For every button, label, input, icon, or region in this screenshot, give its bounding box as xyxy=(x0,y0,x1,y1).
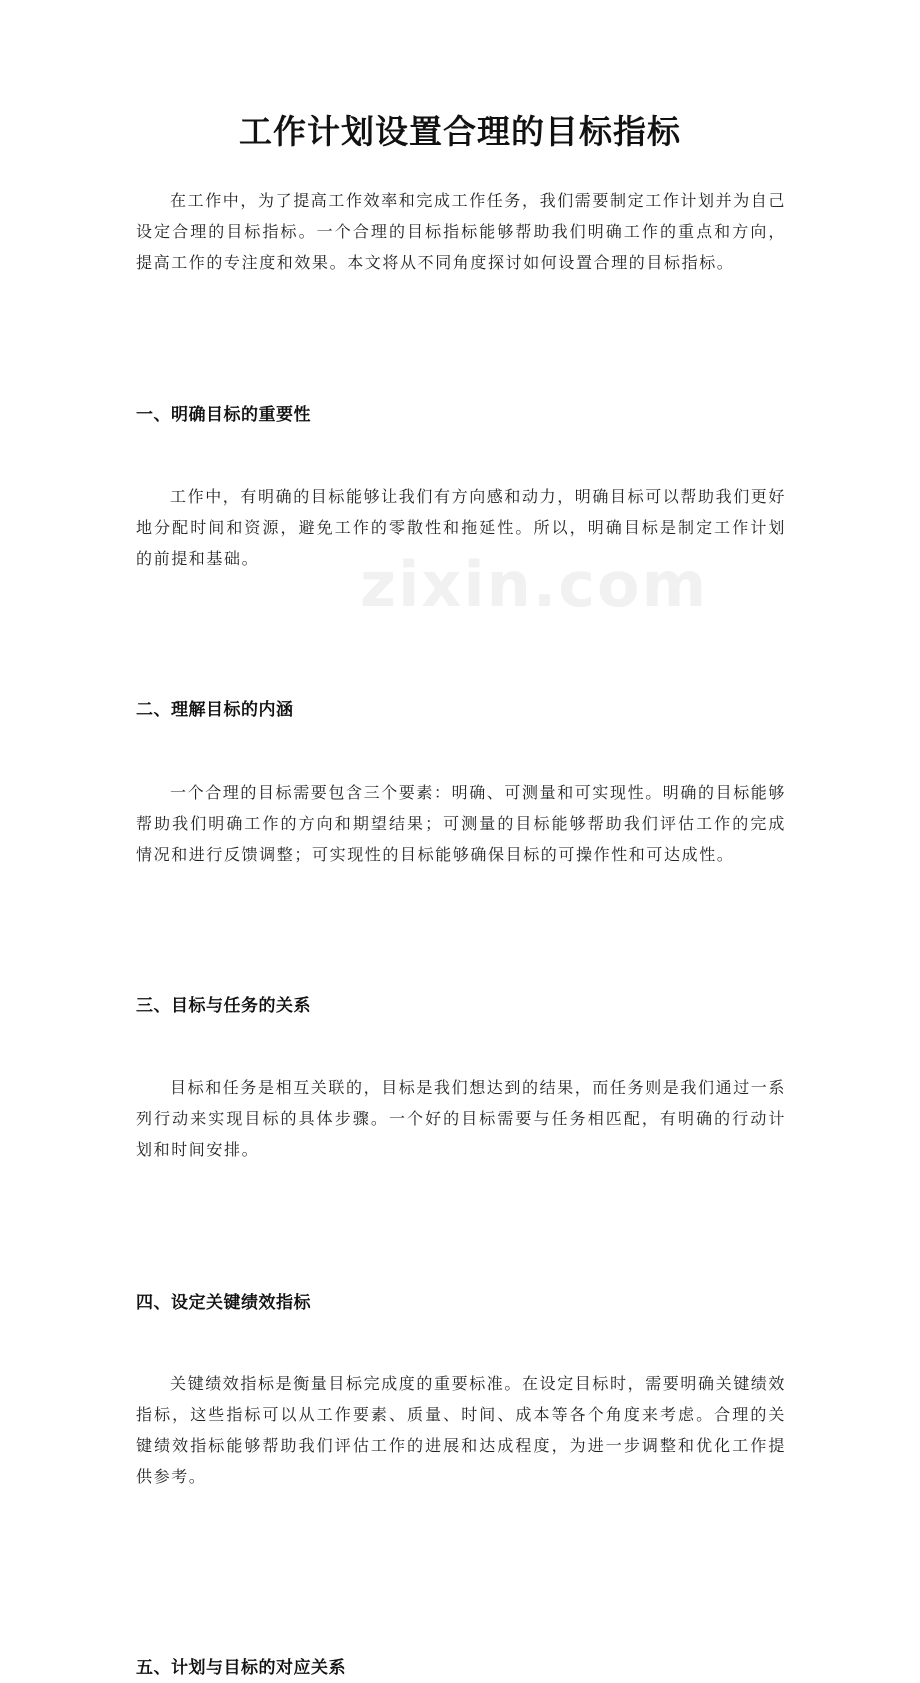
section-paragraph: 目标和任务是相互关联的，目标是我们想达到的结果，而任务则是我们通过一系列行动来实现目标的具体步骤。一个好的目标需要与任务相匹配，有明确的行动计划和时间安排。 xyxy=(136,1078,787,1159)
intro-block xyxy=(136,185,786,278)
section-paragraph: 工作中，有明确的目标能够让我们有方向感和动力，明确目标可以帮助我们更好地分配时间和资源，避免工作的零散性和拖延性。所以，明确目标是制定工作计划的前提和基础。 xyxy=(136,487,787,568)
section-heading: 五、计划与目标的对应关系 xyxy=(136,1658,346,1678)
section-heading: 三、目标与任务的关系 xyxy=(136,996,311,1016)
section-4-body xyxy=(136,1368,786,1492)
section-3-body xyxy=(136,1072,786,1165)
section-3 xyxy=(136,991,786,1021)
intro-paragraph: 在工作中，为了提高工作效率和完成工作任务，我们需要制定工作计划并为自己设定合理的目标指标。一个合理的目标指标能够帮助我们明确工作的重点和方向，提高工作的专注度和效果。本文将从不同角度探讨如何设置合理的目标指标。 xyxy=(136,191,787,272)
section-heading: 四、设定关键绩效指标 xyxy=(136,1293,311,1313)
page-title: 工作计划设置合理的目标指标 xyxy=(239,112,681,151)
section-2-body xyxy=(136,777,786,870)
section-4 xyxy=(136,1288,786,1318)
section-2 xyxy=(136,695,786,725)
section-1 xyxy=(136,400,786,430)
section-1-body xyxy=(136,481,786,574)
section-heading: 二、理解目标的内涵 xyxy=(136,700,294,720)
section-paragraph: 关键绩效指标是衡量目标完成度的重要标准。在设定目标时，需要明确关键绩效指标，这些指标可以从工作要素、质量、时间、成本等各个角度来考虑。合理的关键绩效指标能够帮助我们评估工作的进展和达成程度，为进一步调整和优化工作提供参考。 xyxy=(136,1374,787,1486)
section-heading: 一、明确目标的重要性 xyxy=(136,405,311,425)
watermark-text: zixin.com xyxy=(360,548,709,621)
section-paragraph: 一个合理的目标需要包含三个要素：明确、可测量和可实现性。明确的目标能够帮助我们明确工作的方向和期望结果；可测量的目标能够帮助我们评估工作的完成情况和进行反馈调整；可实现性的目标能够确保目标的可操作性和可达成性。 xyxy=(136,783,787,864)
section-5 xyxy=(136,1653,786,1683)
